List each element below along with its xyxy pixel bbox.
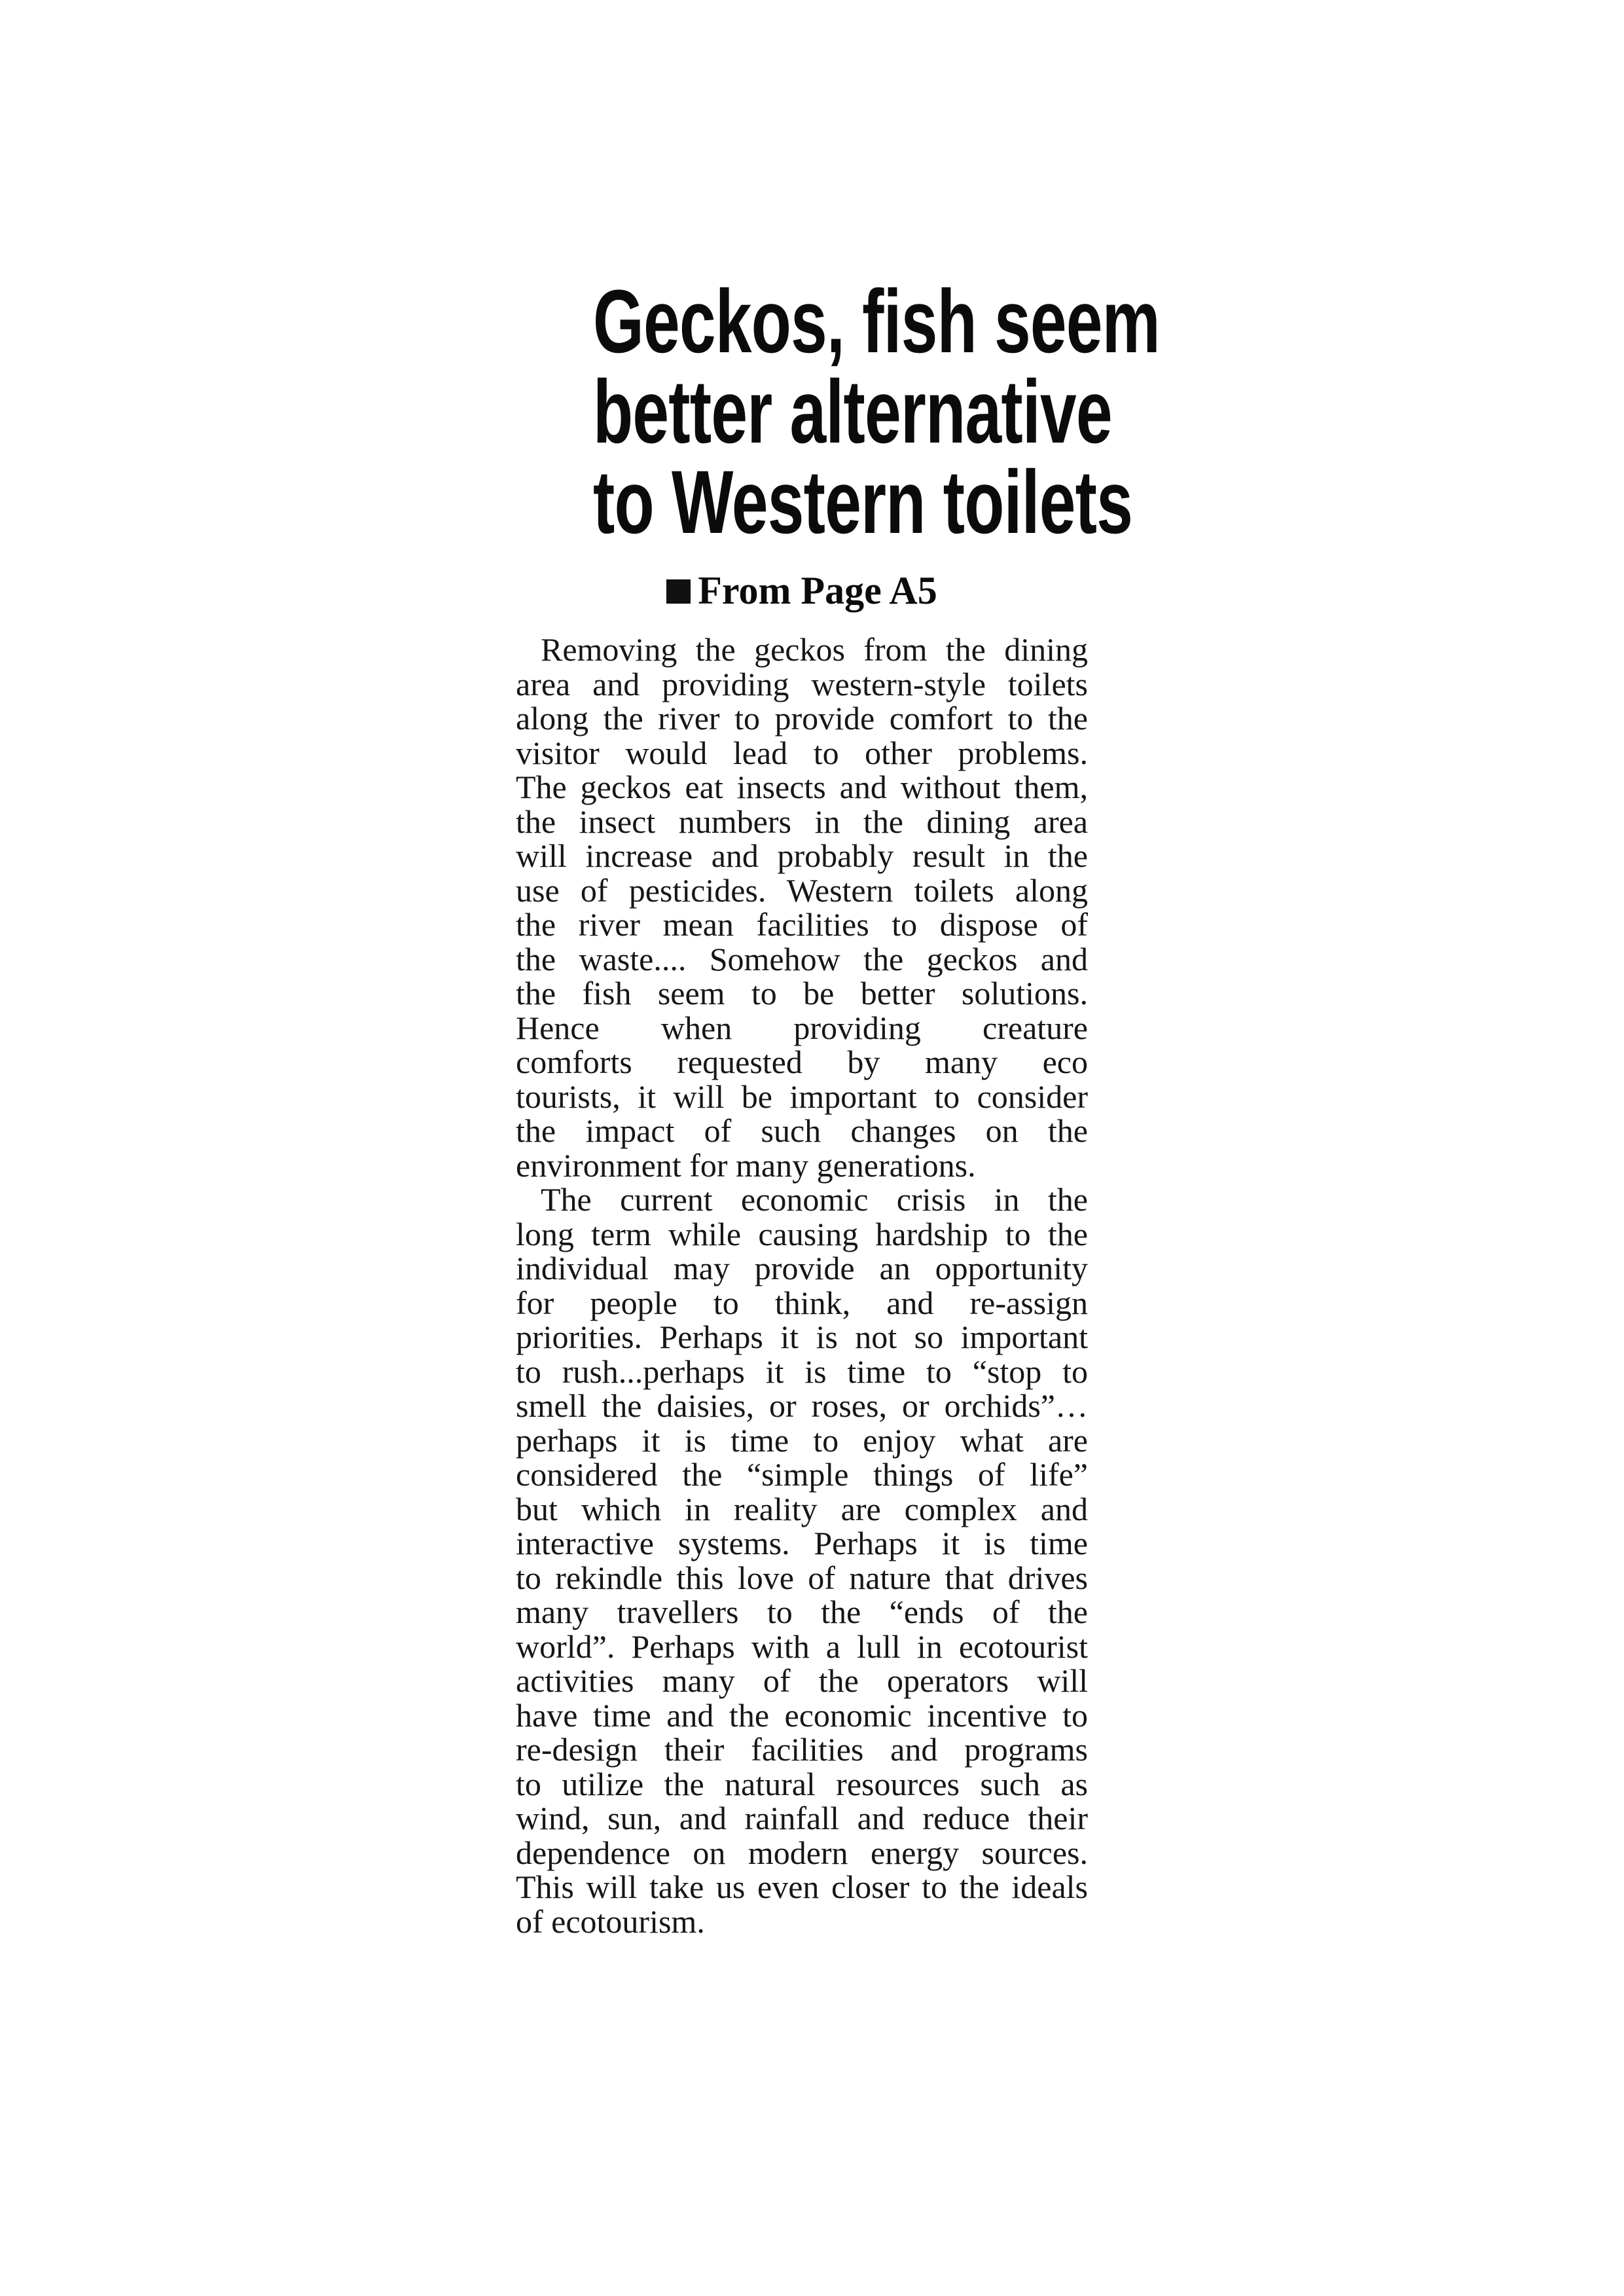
- body-line: long term while causing hardship to the: [516, 1215, 1088, 1252]
- body-line: to utilize the natural resources such as: [516, 1765, 1088, 1802]
- body-line: The current economic crisis in the: [541, 1181, 1088, 1218]
- body-line: of ecotourism.: [516, 1903, 705, 1940]
- body-line: The geckos eat insects and without them,: [516, 769, 1088, 805]
- body-line: wind, sun, and rainfall and reduce their: [516, 1800, 1088, 1836]
- body-line: have time and the economic incentive to: [516, 1696, 1088, 1734]
- body-line: comforts requested by many eco: [516, 1044, 1088, 1080]
- body-line: the waste.... Somehow the geckos and: [516, 940, 1088, 977]
- body-line: many travellers to the “ends of the: [516, 1594, 1088, 1630]
- body-line: tourists, it will be important to consider: [516, 1078, 1088, 1115]
- body-line: smell the daisies, or roses, or orchids”…: [516, 1387, 1088, 1424]
- headline-line-2: better alternative: [592, 362, 1112, 462]
- kicker: [516, 571, 1088, 610]
- body-line: area and providing western-style toilets: [516, 665, 1088, 702]
- body-line: the fish seem to be better solutions.: [516, 975, 1088, 1011]
- body-line: This will take us even closer to the ideals: [516, 1868, 1088, 1905]
- body-line: to rekindle this love of nature that drives: [516, 1559, 1088, 1596]
- body-line: considered the “simple things of life”: [516, 1456, 1088, 1493]
- square-bullet-icon: [666, 579, 691, 604]
- body-line: perhaps it is time to enjoy what are: [516, 1421, 1088, 1459]
- body-line: priorities. Perhaps it is not so important: [516, 1319, 1088, 1355]
- kicker-label: From Page A5: [698, 569, 937, 612]
- paragraph-2: [516, 1182, 1088, 1939]
- body-line: the river mean facilities to dispose of: [516, 906, 1088, 943]
- body-line: the insect numbers in the dining area: [516, 803, 1088, 840]
- body-line: interactive systems. Perhaps it is time: [516, 1525, 1088, 1561]
- body-line: environment for many generations.: [516, 1146, 976, 1184]
- body-line: re-design their facilities and programs: [516, 1731, 1088, 1768]
- body-line: Removing the geckos from the dining: [541, 631, 1088, 668]
- headline-line-1: Geckos, fish seem: [592, 272, 1160, 372]
- body-line: visitor would lead to other problems.: [516, 734, 1088, 771]
- body-line: but which in reality are complex and: [516, 1490, 1088, 1527]
- article-body: [516, 632, 1088, 1939]
- paragraph-1: [516, 632, 1088, 1182]
- body-line: individual may provide an opportunity: [516, 1250, 1088, 1286]
- body-line: for people to think, and re-assign: [516, 1284, 1088, 1321]
- body-line: along the river to provide comfort to the: [516, 700, 1088, 737]
- body-line: Hence when providing creature: [516, 1009, 1088, 1046]
- article-headline: [516, 272, 1160, 553]
- body-line: use of pesticides. Western toilets along: [516, 871, 1088, 909]
- body-line: world”. Perhaps with a lull in ecotourist: [516, 1628, 1088, 1665]
- body-line: will increase and probably result in the: [516, 837, 1088, 874]
- body-line: to rush...perhaps it is time to “stop to: [516, 1353, 1088, 1390]
- headline-line-3: to Western toilets: [592, 452, 1133, 553]
- body-line: the impact of such changes on the: [516, 1112, 1088, 1149]
- body-line: activities many of the operators will: [516, 1662, 1088, 1699]
- body-line: dependence on modern energy sources.: [516, 1834, 1088, 1871]
